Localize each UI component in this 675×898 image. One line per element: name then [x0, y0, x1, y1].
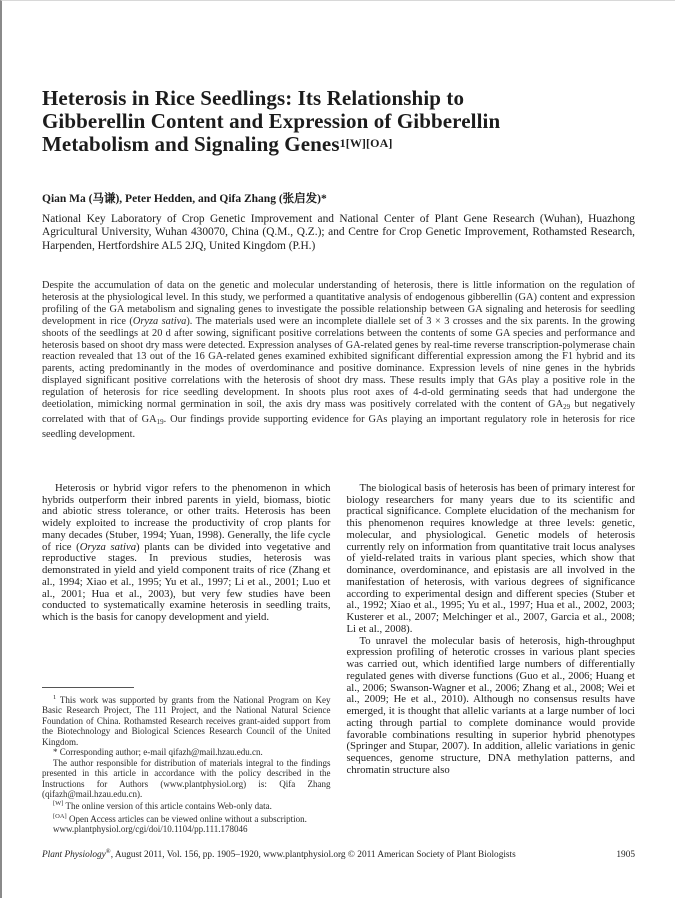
footnote-doi: www.plantphysiol.org/cgi/doi/10.1104/pp.111.178046	[53, 824, 248, 835]
body-paragraph: The biological basis of heterosis has been of primary interest for biology researchers for many years due to its scientific and practical significance. Complete elucidation of the mechanism for this phenomenon requires knowledge at three levels: genetic, molecular, and physiological. Genetic models of heterosis currently rely on information from quantitative trait locus analyses of yield-related traits in various plant species, which show that dominance, overdominance, and epistasis are all involved in the manifestation of heterosis, with various degrees of significance according to experimental design and different species (Stuber et al., 1992; Xiao et al., 1995; Yu et al., 1997; Hua et al., 2002, 2003; Kusterer et al., 2007; Melchinger et al., 2007, Garcia et al., 2008; Li et al., 2008).	[346, 481, 635, 635]
right-column	[347, 483, 636, 835]
title-line-2: Gibberellin Content and Expression of Gibberellin	[42, 108, 501, 133]
body-columns	[42, 483, 635, 835]
title-line-3: Metabolism and Signaling Genes$^{1[W][OA]}$	[42, 132, 393, 156]
body-paragraph: To unravel the molecular basis of heterosis, high-throughput expression profiling of heterotic crosses in various plant species was carried out, which identified large numbers of differentially regulated genes with diverse functions (Guo et al., 2006; Huang et al., 2006; Swanson-Wagner et al., 2006; Zhang et al., 2008; Wei et al., 2009; He et al., 2010). Although no consensus results have emerged, it is thought that allelic variants at a large number of loci acting through partial to complete dominance would provide favorable combinations resulting in superior hybrid phenotypes (Springer and Stupar, 2007). In addition, allelic variations in genic sequences, genome structure, DNA methylation patterns, and chromatin structure also	[346, 634, 635, 776]
abstract: Despite the accumulation of data on the genetic and molecular understanding of heterosis, there is little information on the regulation of heterosis at the physiological level. In this study, we performed a quantitative analysis of endogenous gibberellin (GA) content and expression profiling of the GA metabolism and signaling genes to investigate the possible relationship between GA signaling and heterosis for seedling development in rice (Oryza sativa). The materials used were an incomplete diallele set of 3 × 3 crosses and the six parents. In the growing shoots of the seedlings at 20 d after sowing, significant positive correlations between the contents of some GA species and performance and heterosis based on shoot dry mass were detected. Expression analyses of GA-related genes by real-time reverse transcription-polymerase chain reaction revealed that 13 out of the 16 GA-related genes examined exhibited significant differential expression among the F1 hybrid and its parents, acting predominantly in the modes of overdominance and positive dominance. Expression levels of nine genes in the hybrids displayed significant positive correlations with the heterosis of shoot dry mass. These results imply that GAs play a positive role in the regulation of heterosis for rice seedling development. In shoots plus root axes of 4-d-old germinating seeds that had undergone the deetiolation, mimicking normal germination in soil, the axis dry mass was positively correlated with the content of $GA_{29}$ but negatively correlated with that of $GA_{19}$. Our findings provide supporting evidence for GAs playing an important regulatory role in heterosis for rice seedling development.	[42, 280, 635, 440]
footnote-web-only: [W] The online version of this article contains Web-only data.	[53, 800, 272, 812]
page-footer	[42, 848, 635, 860]
authors-line: Qian Ma (马谦), Peter Hedden, and Qifa Zhang (张启发)*	[42, 192, 327, 205]
title-footnote-markers: 1[W][OA]	[339, 136, 393, 150]
left-column	[42, 483, 331, 835]
article-title	[42, 87, 635, 156]
footnote-funding: $^1$ This work was supported by grants from the National Program on Key Basic Research Project, The 111 Project, and the National Natural Science Foundation of China. Rothamsted Research receives grant-aided support from the Biotechnology and Biological Sciences Research Council of the United Kingdom.	[42, 693, 331, 747]
footnote-materials-distribution: The author responsible for distribution of materials integral to the findings presented in this article in accordance with the policy described in the Instructions for Authors (www.plantphysiol.org) is: Qifa Zhang (qifazh@mail.hzau.edu.cn).	[42, 757, 331, 799]
footnote-corresponding-author: * Corresponding author; e-mail qifazh@mail.hzau.edu.cn.	[53, 747, 263, 758]
footnote-open-access: [OA] Open Access articles can be viewed online without a subscription.	[53, 812, 307, 824]
footnote-separator	[42, 687, 134, 688]
journal-citation: Plant Physiology®, August 2011, Vol. 156, pp. 1905–1920, www.plantphysiol.org © 2011 American Society of Plant Biologists	[42, 848, 516, 860]
footnotes-block	[42, 677, 331, 835]
page-content	[2, 87, 675, 835]
intro-paragraph: Heterosis or hybrid vigor refers to the phenomenon in which hybrids outperform their inbred parents in yield, biomass, biotic and abiotic stress tolerance, or other traits. Heterosis has been widely exploited to increase the productivity of crop plants for many decades (Stuber, 1994; Yuan, 1998). Generally, the life cycle of rice (Oryza sativa) plants can be divided into vegetative and reproductive stages. In previous studies, heterosis was demonstrated in yield and yield component traits of rice (Zhang et al., 1994; Xiao et al., 1995; Yu et al., 1997; Li et al., 2001; Luo et al., 2001; Hua et al., 2003), but very few studies have been conducted to systematically examine heterosis in seedling traits, which is the basis for canopy development and yield.	[42, 481, 331, 624]
affiliation: National Key Laboratory of Crop Genetic Improvement and National Center of Plant Gene Research (Wuhan), Huazhong Agricultural University, Wuhan 430070, China (Q.M., Q.Z.); and Centre for Crop Genetic Improvement, Rothamsted Research, Harpenden, Hertfordshire AL5 2JQ, United Kingdom (P.H.)	[42, 212, 635, 252]
page-number: 1905	[616, 850, 635, 860]
title-line-1: Heterosis in Rice Seedlings: Its Relationship to	[42, 86, 465, 110]
